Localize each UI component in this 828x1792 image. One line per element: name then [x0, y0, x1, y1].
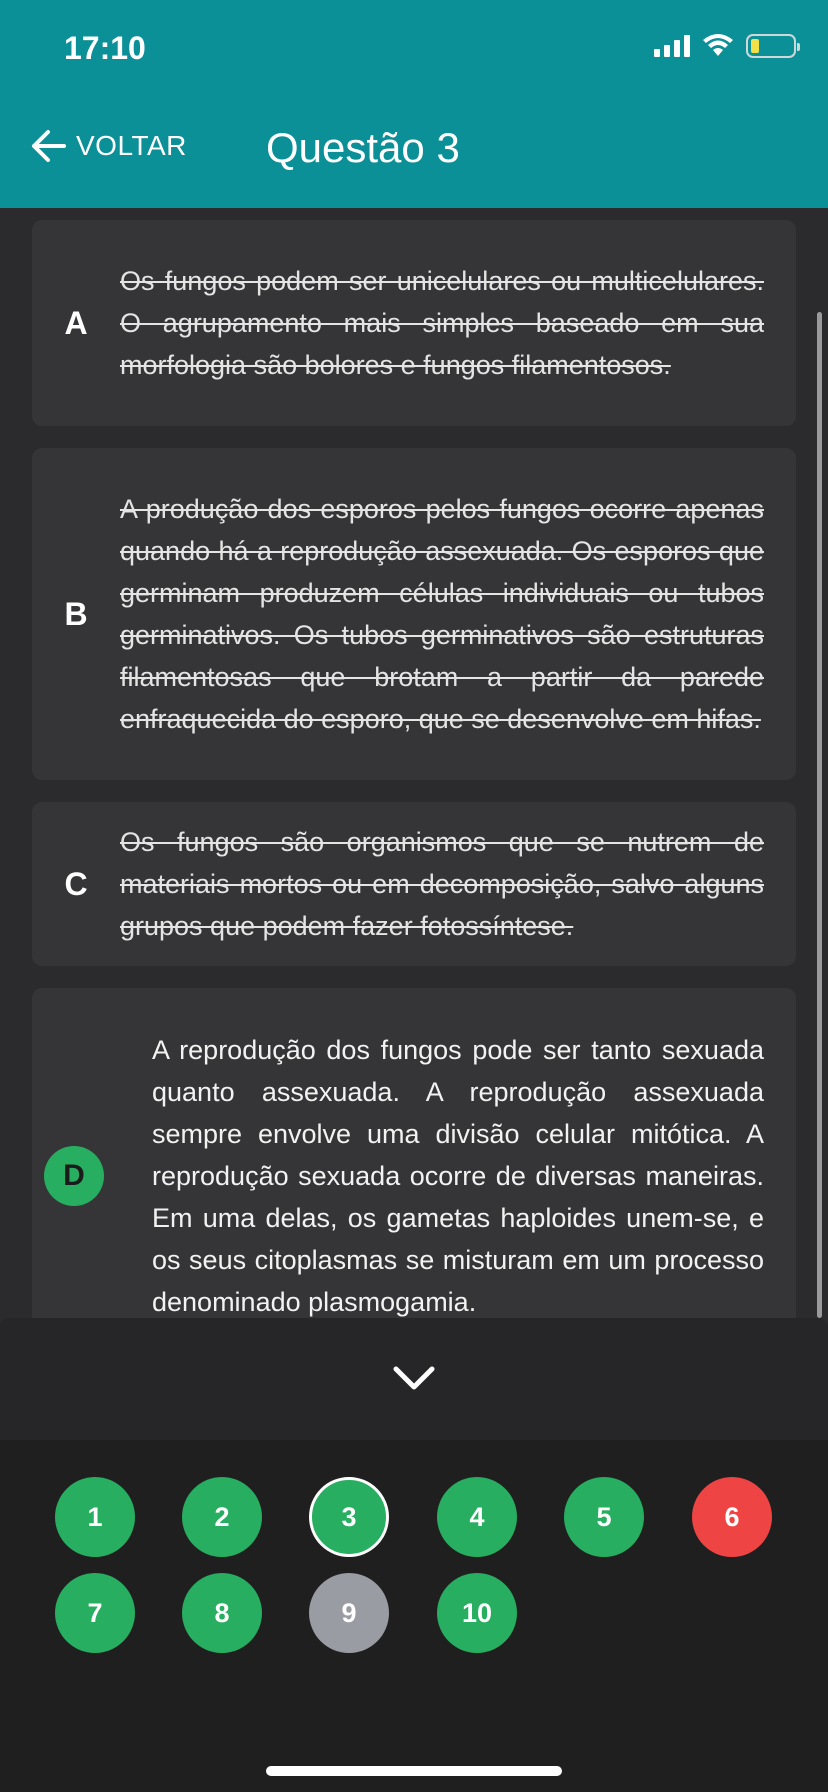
scrollbar[interactable] — [817, 312, 822, 1318]
battery-icon — [746, 34, 796, 58]
wifi-icon — [702, 34, 734, 58]
question-button-3-current[interactable]: 3 — [309, 1477, 389, 1557]
option-text: Os fungos podem ser unicelulares ou multicelulares. O agrupamento mais simples baseado em sua morfologia são bolores e fungos filamentosos. — [120, 266, 764, 380]
question-button-8[interactable]: 8 — [182, 1573, 262, 1653]
chevron-down-icon — [392, 1364, 436, 1392]
status-time: 17:10 — [64, 30, 146, 66]
option-letter: C — [64, 865, 88, 902]
option-text: A reprodução dos fungos pode ser tanto sexuada quanto assexuada. A reprodução assexuada sempre envolve uma divisão celular mitótica. A reprodução sexuada ocorre de diversas maneiras. Em uma delas, os gametas haploides unem-se, e os seus citoplasmas se misturam em um processo denominado plasmogamia. — [152, 1035, 764, 1317]
option-text: Os fungos são organismos que se nutrem de materiais mortos ou em decomposição, salvo alguns grupos que podem fazer fotossíntese. — [120, 827, 764, 941]
question-button-2[interactable]: 2 — [182, 1477, 262, 1557]
option-text: A produção dos esporos pelos fungos ocorre apenas quando há a reprodução assexuada. Os esporos que germinam produzem células individuais ou tubos germinativos. Os tubos germinativos são estruturas filamentosas que brotam a partir da parede enfraquecida do esporo, que se desenvolve em hifas. — [120, 494, 764, 734]
back-button[interactable] — [28, 128, 187, 164]
option-d[interactable] — [32, 988, 796, 1318]
status-icons — [654, 34, 796, 58]
option-b[interactable] — [32, 448, 796, 780]
back-label: VOLTAR — [76, 130, 187, 161]
question-button-10[interactable]: 10 — [437, 1573, 517, 1653]
question-button-7[interactable]: 7 — [55, 1573, 135, 1653]
question-button-9[interactable]: 9 — [309, 1573, 389, 1653]
collapse-button[interactable] — [384, 1348, 444, 1408]
question-button-1[interactable]: 1 — [55, 1477, 135, 1557]
page-title: Questão 3 — [266, 124, 460, 171]
option-c[interactable] — [32, 802, 796, 966]
option-a[interactable] — [32, 220, 796, 426]
question-button-4[interactable]: 4 — [437, 1477, 517, 1557]
selected-option-badge: D — [44, 1146, 104, 1206]
signal-icon — [654, 35, 690, 57]
option-letter: B — [64, 595, 88, 632]
home-indicator — [266, 1766, 562, 1776]
question-button-5[interactable]: 5 — [564, 1477, 644, 1557]
arrow-left-icon — [28, 128, 68, 164]
question-button-6[interactable]: 6 — [692, 1477, 772, 1557]
option-letter: A — [64, 304, 88, 341]
app-header — [0, 0, 828, 208]
question-content[interactable] — [0, 208, 828, 1318]
